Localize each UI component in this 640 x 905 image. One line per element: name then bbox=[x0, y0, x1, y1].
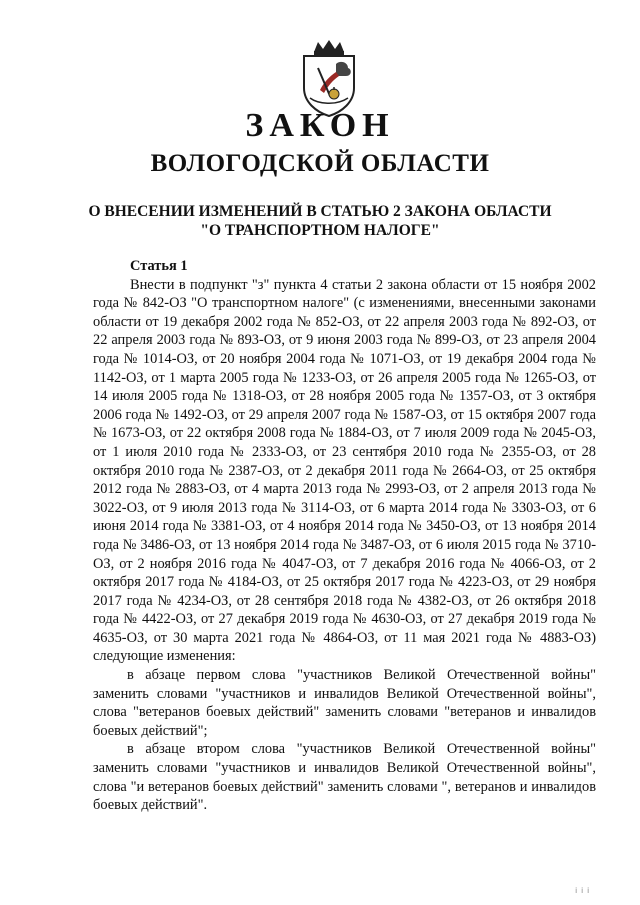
law-subtitle bbox=[60, 202, 580, 240]
document-region: ВОЛОГОДСКОЙ ОБЛАСТИ bbox=[150, 150, 490, 177]
law-body bbox=[93, 257, 596, 815]
subtitle-line-2: "О ТРАНСПОРТНОМ НАЛОГЕ" bbox=[200, 222, 440, 239]
article-heading: Статья 1 bbox=[130, 258, 188, 274]
subtitle-line-1: О ВНЕСЕНИИ ИЗМЕНЕНИЙ В СТАТЬЮ 2 ЗАКОНА ОБЛАСТИ bbox=[88, 203, 552, 220]
document-title: ЗАКОН bbox=[245, 107, 395, 144]
article-paragraph-amendment-1: в абзаце первом слова "участников Великой Отечественной войны" заменить словами "участников и инвалидов Великой Отечественной войны", слова "ветеранов боевых действий" заменить словами "ветеранов и инвалидов боевых действий"; bbox=[93, 667, 596, 739]
article-paragraph-amendment-2: в абзаце втором слова "участников Великой Отечественной войны" заменить словами "участников и инвалидов Великой Отечественной войны", слова "и ветеранов боевых действий" заменить словами ", ветеранов и инвалидов боевых действий". bbox=[93, 741, 596, 814]
article-paragraph-main: Внести в подпункт "з" пункта 4 статьи 2 закона области от 15 ноября 2002 года № 842-ОЗ "О транспортном налоге" (с изменениями, внесенными законами области от 19 декабря 2002 года № 852-ОЗ, от 22 апреля 2003 года № 892-ОЗ, от 22 апреля 2003 года № 893-ОЗ, от 9 июня 2003 года № 899-ОЗ, от 23 апреля 2004 года № 1014-ОЗ, от 20 ноября 2004 года № 1071-ОЗ, от 19 декабря 2004 года № 1142-ОЗ, от 1 марта 2005 года № 1233-ОЗ, от 26 апреля 2005 года № 1265-ОЗ, от 14 июля 2005 года № 1318-ОЗ, от 28 ноября 2005 года № 1357-ОЗ, от 3 октября 2006 года № 1492-ОЗ, от 29 апреля 2007 года № 1587-ОЗ, от 15 октября 2007 года № 1673-ОЗ, от 22 октября 2008 года № 1884-ОЗ, от 7 июля 2009 года № 2045-ОЗ, от 1 июля 2010 года № 2333-ОЗ, от 23 сентября 2010 года № 2355-ОЗ, от 28 октября 2010 года № 2387-ОЗ, от 2 декабря 2011 года № 2664-ОЗ, от 25 октября 2012 года № 2883-ОЗ, от 4 марта 2013 года № 2993-ОЗ, от 2 апреля 2013 года № 3022-ОЗ, от 9 июля 2013 года № 3114-ОЗ, от 6 марта 2014 года № 3303-ОЗ, от 6 июня 2014 года № 3381-ОЗ, от 4 ноября 2014 года № 3450-ОЗ, от 13 ноября 2014 года № 3486-ОЗ, от 13 ноября 2014 года № 3487-ОЗ, от 6 июля 2015 года № 3710-ОЗ, от 2 ноября 2016 года № 4047-ОЗ, от 7 декабря 2016 года № 4066-ОЗ, от 2 октября 2017 года № 4184-ОЗ, от 25 октября 2017 года № 4223-ОЗ, от 29 ноября 2017 года № 4234-ОЗ, от 28 сентября 2018 года № 4382-ОЗ, от 26 октября 2018 года № 4422-ОЗ, от 27 декабря 2019 года № 4630-ОЗ, от 27 декабря 2019 года № 4635-ОЗ, от 30 марта 2021 года № 4864-ОЗ, от 11 мая 2021 года № 4883-ОЗ) следующие изменения: bbox=[93, 276, 596, 665]
page-footer-mark: і і і bbox=[575, 886, 590, 895]
